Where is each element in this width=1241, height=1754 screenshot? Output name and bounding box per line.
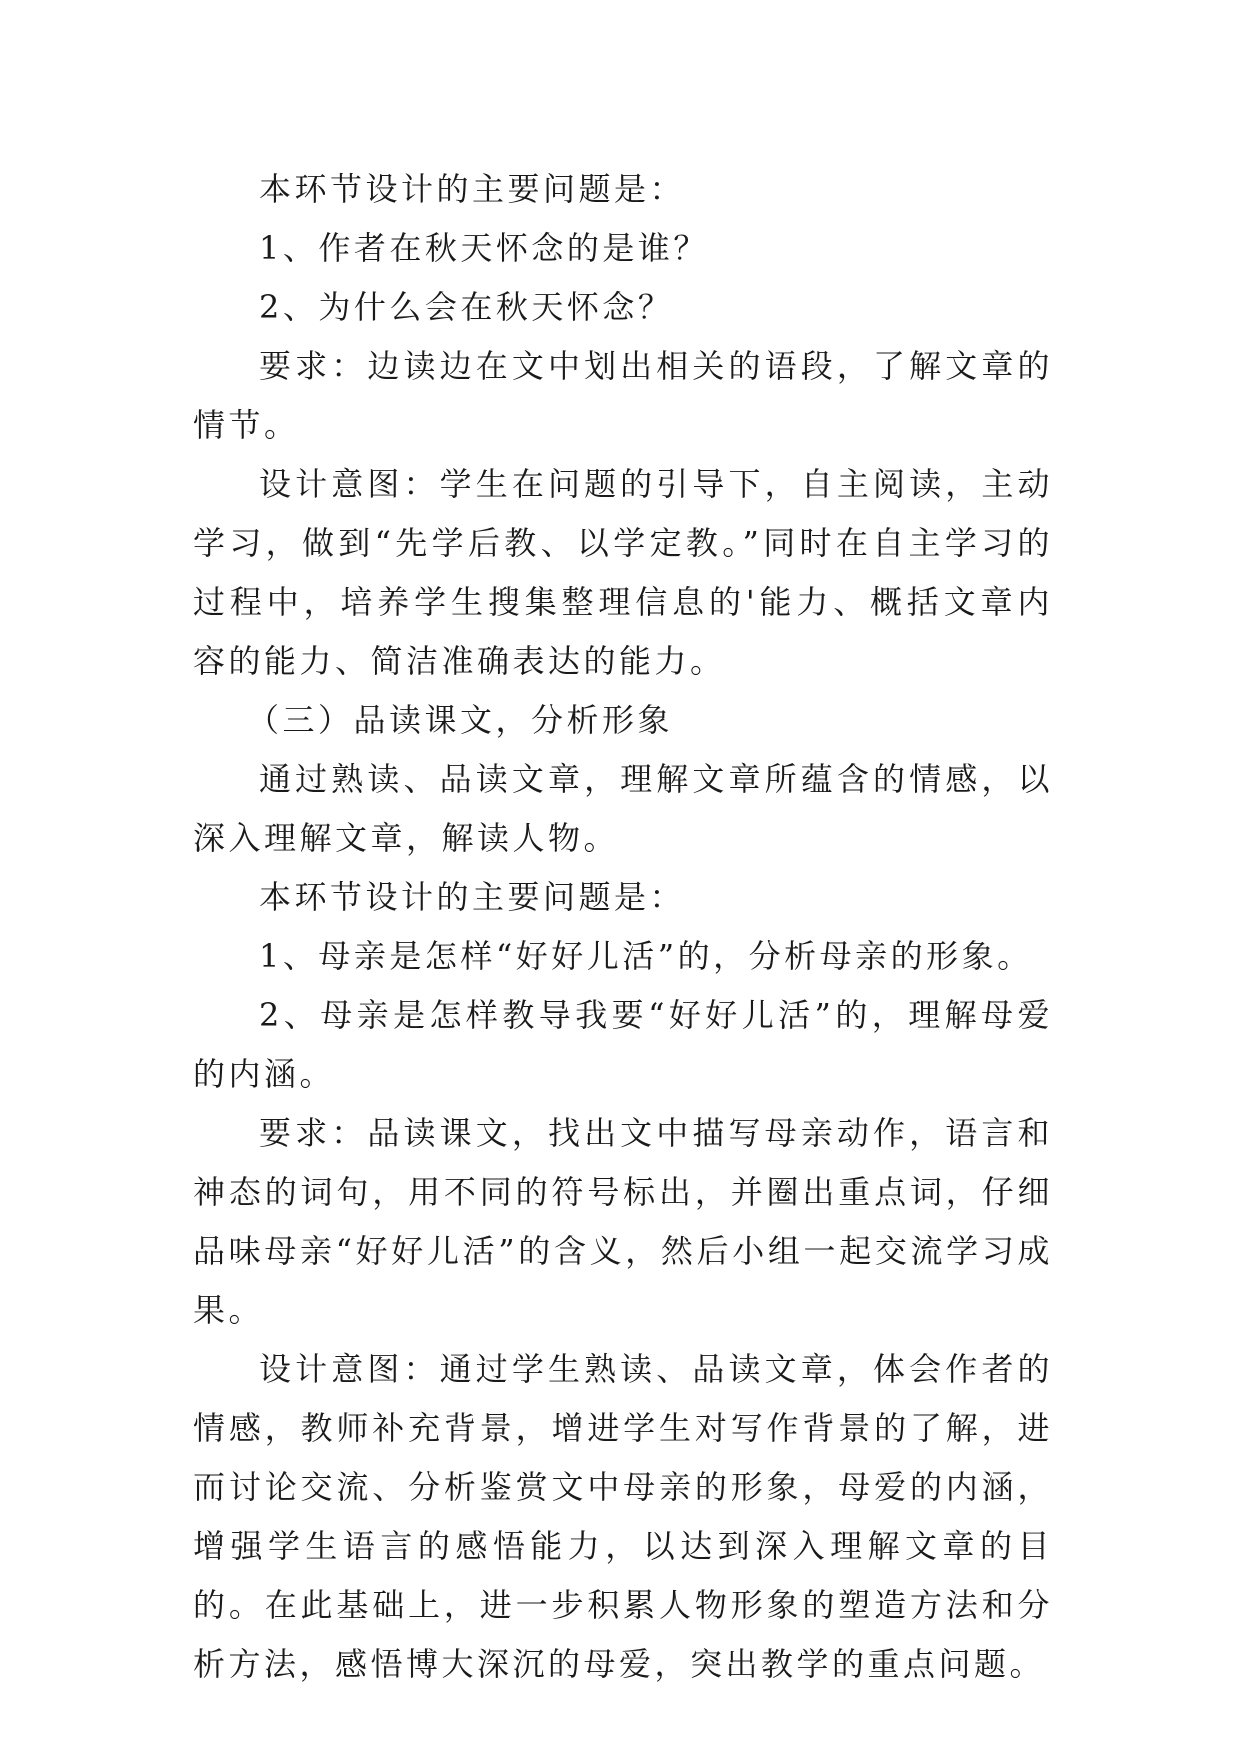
paragraph-question-1: 1、作者在秋天怀念的是谁？: [259, 229, 709, 267]
paragraph-section-intro: 通过熟读、品读文章，理解文章所蕴含的情感，以深入理解文章，解读人物。: [193, 760, 1053, 857]
paragraph-requirement-2: 要求：品读课文，找出文中描写母亲动作，语言和神态的词句，用不同的符号标出，并圈出重点词，仔细品味母亲“好好儿活”的含义，然后小组一起交流学习成果。: [193, 1114, 1053, 1329]
paragraph-design-intent-2: 设计意图：通过学生熟读、品读文章，体会作者的情感，教师补充背景，增进学生对写作背景的了解，进而讨论交流、分析鉴赏文中母亲的形象，母爱的内涵，增强学生语言的感悟能力，以达到深入理解文章的目的。在此基础上，进一步积累人物形象的塑造方法和分析方法，感悟博大深沉的母爱，突出教学的重点问题。: [193, 1350, 1053, 1683]
paragraph-main-question-intro-2: 本环节设计的主要问题是：: [259, 878, 686, 916]
paragraph-requirement: 要求：边读边在文中划出相关的语段，了解文章的情节。: [193, 347, 1053, 444]
paragraph-question-1b: 1、母亲是怎样“好好儿活”的，分析母亲的形象。: [259, 937, 1033, 975]
paragraph-main-question-intro: 本环节设计的主要问题是：: [259, 170, 686, 208]
paragraph-question-2b: 2、母亲是怎样教导我要“好好儿活”的，理解母爱的内涵。: [193, 996, 1053, 1093]
document-body: [193, 160, 1053, 1694]
section-heading-3: （三）品读课文，分析形象: [247, 701, 674, 739]
paragraph-question-2: 2、为什么会在秋天怀念？: [259, 288, 674, 326]
paragraph-design-intent: 设计意图：学生在问题的引导下，自主阅读，主动学习，做到“先学后教、以学定教。”同时在自主学习的过程中，培养学生搜集整理信息的'能力、概括文章内容的能力、简洁准确表达的能力。: [193, 465, 1053, 680]
